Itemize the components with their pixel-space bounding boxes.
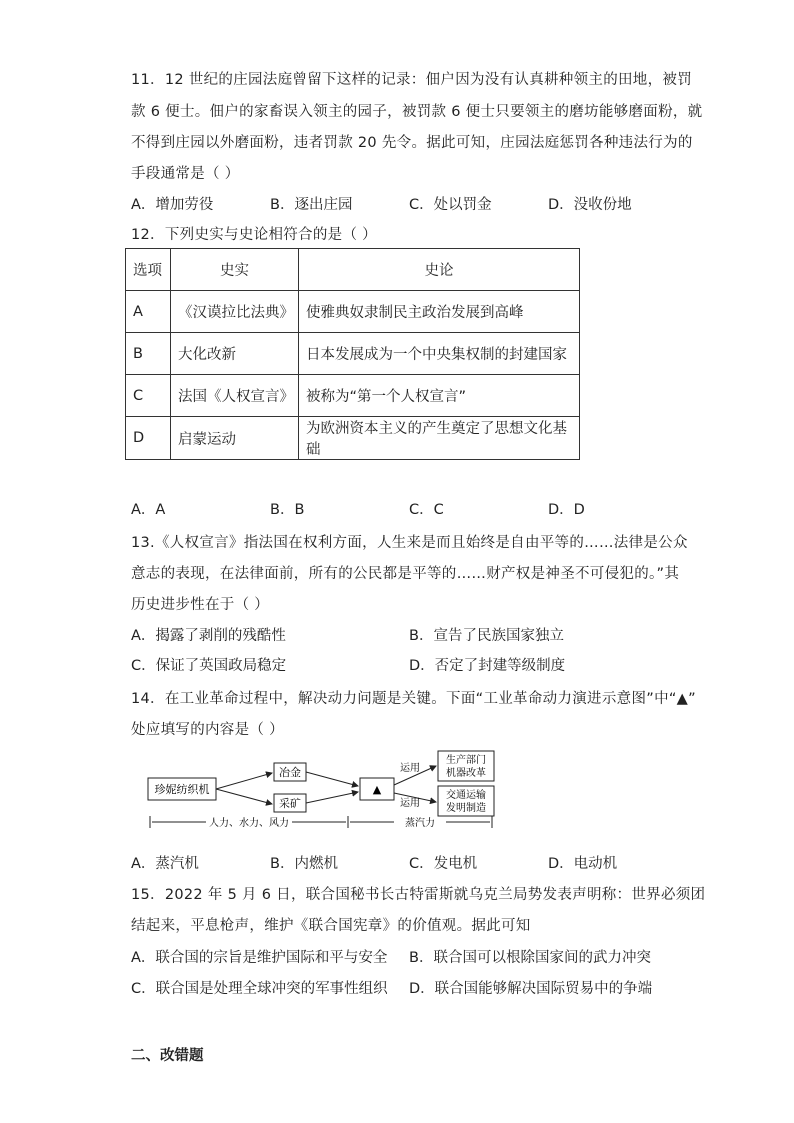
diagram-bottom-branch-label: 采矿: [279, 797, 301, 810]
table-header-cell: 史论: [299, 249, 580, 291]
q11-option-c: C．处以罚金: [409, 197, 492, 213]
diagram-start-label: 珍妮纺织机: [154, 783, 210, 796]
table-header-row: [126, 249, 580, 291]
q12-option-c: C．C: [409, 502, 444, 518]
q15-option-a: A．联合国的宗旨是维护国际和平与安全: [131, 950, 388, 966]
q14-option-b: B．内燃机: [270, 856, 338, 872]
diagram-top-output-line-1: 生产部门: [446, 755, 486, 766]
q15-option-d: D．联合国能够解决国际贸易中的争端: [409, 981, 653, 997]
q13-line-1: 13.《人权宣言》指法国在权利方面，人生来是而且始终是自由平等的……法律是公众: [131, 535, 688, 551]
diagram-top-branch-label: 冶金: [279, 766, 301, 779]
q14-option-d: D．电动机: [548, 856, 618, 872]
q11-line-1: 11．12 世纪的庄园法庭曾留下这样的记录：佃户因为没有认真耕种领主的田地，被罚: [131, 72, 693, 88]
table-cell: 被称为“第一个人权宣言”: [299, 375, 580, 417]
q12-option-d: D．D: [548, 502, 585, 518]
arrow-top-to-center: [306, 772, 358, 786]
q13-line-2: 意志的表现，在法律面前，所有的公民都是平等的……财产权是神圣不可侵犯的。”其: [131, 566, 680, 582]
q11-option-b: B．逐出庄园: [270, 197, 353, 213]
table-cell: 《汉谟拉比法典》: [171, 291, 299, 333]
diagram-span-right-label: 蒸汽力: [405, 818, 435, 829]
q13-line-3: 历史进步性在于（ ）: [131, 597, 270, 613]
q12-option-b: B．B: [270, 502, 305, 518]
diagram-bottom-output-line-2: 发明制造: [446, 803, 486, 814]
table-cell: 大化改新: [171, 333, 299, 375]
section-heading: 二、改错题: [131, 1048, 204, 1064]
q12-stem: 12．下列史实与史论相符合的是（ ）: [131, 227, 377, 243]
q15-option-b: B．联合国可以根除国家间的武力冲突: [409, 950, 651, 966]
table-cell: A: [126, 291, 171, 333]
arrow-to-bottom-branch: [216, 789, 272, 804]
q14-option-c: C．发电机: [409, 856, 478, 872]
q13-option-a: A．揭露了剥削的残酷性: [131, 628, 286, 644]
q13-option-b: B．宣告了民族国家独立: [409, 628, 564, 644]
q15-line-1: 15．2022 年 5 月 6 日，联合国秘书长古特雷斯就乌克兰局势发表声明称：世界必须团: [131, 887, 706, 903]
q14-option-a: A．蒸汽机: [131, 856, 199, 872]
q13-option-d: D．否定了封建等级制度: [409, 658, 566, 674]
table-cell: 法国《人权宣言》: [171, 375, 299, 417]
table-cell: D: [126, 417, 171, 460]
table-header-cell: 史实: [171, 249, 299, 291]
table-row: [126, 291, 580, 333]
q14-line-1: 14．在工业革命过程中，解决动力问题是关键。下面“工业革命动力演进示意图”中“▲”: [131, 691, 696, 707]
table-cell: 日本发展成为一个中央集权制的封建国家: [299, 333, 580, 375]
table-row: [126, 333, 580, 375]
arrow-to-top-branch: [216, 773, 272, 789]
q15-option-c: C．联合国是处理全球冲突的军事性组织: [131, 981, 388, 997]
diagram-arrow-bottom-label: 运用: [400, 798, 420, 809]
q11-option-d: D．没收份地: [548, 197, 632, 213]
q15-line-2: 结起来，平息枪声，维护《联合国宪章》的价值观。据此可知: [131, 918, 531, 934]
q11-option-a: A．增加劳役: [131, 197, 214, 213]
arrow-bottom-to-center: [306, 792, 358, 803]
q11-line-2: 款 6 便士。佃户的家畜误入领主的园子，被罚款 6 便士只要领主的磨坊能够磨面粉，就: [131, 104, 703, 120]
table-cell: 使雅典奴隶制民主政治发展到高峰: [299, 291, 580, 333]
table-cell: B: [126, 333, 171, 375]
q12-table: [125, 248, 580, 460]
table-header-cell: 选项: [126, 249, 171, 291]
table-cell: 启蒙运动: [171, 417, 299, 460]
q11-line-4: 手段通常是（ ）: [131, 166, 240, 182]
diagram-top-output-line-2: 机器改革: [446, 768, 486, 779]
diagram-span-left-label: 人力、水力、风力: [209, 818, 289, 829]
q14-line-2: 处应填写的内容是（ ）: [131, 722, 284, 738]
table-row: [126, 375, 580, 417]
q12-option-a: A．A: [131, 502, 166, 518]
diagram-arrow-top-label: 运用: [400, 763, 420, 774]
q13-option-c: C．保证了英国政局稳定: [131, 658, 287, 674]
diagram-center-label: ▲: [372, 783, 382, 796]
q11-line-3: 不得到庄园以外磨面粉，违者罚款 20 先令。据此可知，庄园法庭惩罚各种违法行为的: [131, 135, 693, 151]
power-evolution-diagram: [146, 748, 498, 832]
table-row: [126, 417, 580, 460]
table-cell: 为欧洲资本主义的产生奠定了思想文化基础: [299, 417, 580, 460]
table-cell: C: [126, 375, 171, 417]
diagram-bottom-output-line-1: 交通运输: [446, 790, 486, 801]
